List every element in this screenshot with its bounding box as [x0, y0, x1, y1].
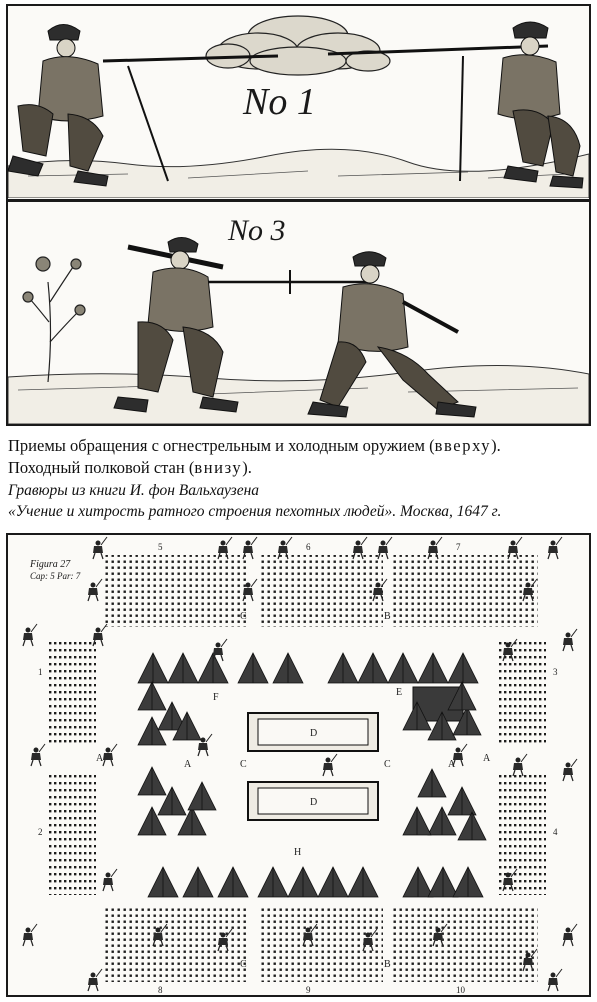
caption-line-2	[8, 458, 593, 478]
soldier-figure	[563, 759, 577, 781]
troop-block-1	[48, 640, 96, 745]
soldier-figure	[103, 869, 117, 891]
tent	[138, 682, 166, 710]
smoke-cloud	[206, 16, 390, 75]
soldier-figure	[563, 629, 577, 651]
tent	[318, 867, 348, 897]
tent	[138, 767, 166, 795]
tent	[388, 653, 418, 683]
troop-block-10	[393, 907, 538, 982]
block-number-4: 4	[553, 827, 558, 837]
camp-plan-drawing	[8, 535, 589, 995]
letter-b-bottom: B	[384, 959, 391, 970]
troop-block-2	[48, 775, 96, 895]
shrub	[23, 257, 85, 382]
soldier-figure	[198, 734, 212, 756]
tent	[448, 653, 478, 683]
troop-block-4	[498, 775, 546, 895]
block-number-9: 9	[306, 985, 311, 995]
engraving-no3-label: No 3	[228, 214, 286, 247]
caption-line-1-end: ).	[491, 436, 501, 455]
tent	[168, 653, 198, 683]
tent	[428, 867, 458, 897]
letter-a-left-inner: A	[184, 759, 192, 770]
soldier-figure	[513, 754, 527, 776]
tent	[218, 867, 248, 897]
caption-line-2-end: ).	[242, 458, 252, 477]
letter-c-mid: C	[240, 759, 247, 770]
engraving-musketeers-firing	[6, 4, 591, 200]
block-number-2: 2	[38, 827, 43, 837]
tent	[288, 867, 318, 897]
block-number-3: 3	[553, 667, 558, 677]
tent	[328, 653, 358, 683]
engraving-no1-drawing	[8, 6, 589, 198]
block-number-10: 10	[456, 985, 465, 995]
troop-block-6	[258, 555, 383, 627]
tent	[198, 653, 228, 683]
tent	[183, 867, 213, 897]
tent	[453, 867, 483, 897]
tent	[418, 653, 448, 683]
tent	[188, 782, 216, 810]
letter-f: F	[213, 692, 219, 703]
tent	[238, 653, 268, 683]
letter-c-mid-right: C	[384, 759, 391, 770]
tent	[458, 812, 486, 840]
letter-c-top: C	[240, 611, 247, 622]
troop-block-5	[103, 555, 248, 627]
engraving-no1-label: No 1	[243, 81, 316, 123]
caption-source-title: «Учение и хитрость ратного строения пехотных людей». Москва, 1647 г.	[8, 503, 502, 520]
engraving-no3-drawing	[8, 202, 589, 424]
tent	[418, 769, 446, 797]
tent	[358, 653, 388, 683]
block-number-7: 7	[456, 542, 461, 552]
soldier-figure	[103, 744, 117, 766]
letter-d-lower: D	[310, 797, 318, 808]
tent	[273, 653, 303, 683]
letter-e: E	[396, 687, 403, 698]
caption-line-2-emphasis: внизу	[194, 458, 243, 477]
letter-a-right-outer: A	[483, 753, 491, 764]
tent	[258, 867, 288, 897]
block-number-6: 6	[306, 542, 311, 552]
caption-line-2-text: Походный полковой стан (	[8, 458, 195, 477]
engraving-duel	[6, 200, 591, 426]
figure-note-2: Cap: 5 Par: 7	[30, 571, 81, 581]
soldier-figure	[548, 969, 562, 991]
engraving-camp-plan	[6, 533, 591, 997]
block-number-5: 5	[158, 542, 163, 552]
tent	[138, 717, 166, 745]
caption-line-1-text: Приемы обращения с огнестрельным и холодным оружием (	[8, 436, 435, 455]
tent	[148, 867, 178, 897]
letter-b-top: B	[384, 611, 391, 622]
caption-line-1-emphasis: вверху	[434, 436, 492, 455]
letter-d-upper: D	[310, 728, 318, 739]
soldier-figure	[563, 924, 577, 946]
block-number-8: 8	[158, 985, 163, 995]
soldier-figure	[88, 579, 102, 601]
caption-source-author: Гравюры из книги И. фон Вальхаузена	[8, 482, 260, 499]
tent	[138, 653, 168, 683]
tent	[403, 807, 431, 835]
soldier-figure	[23, 624, 37, 646]
tent	[348, 867, 378, 897]
soldier-figure	[23, 924, 37, 946]
soldier-figure	[323, 754, 337, 776]
letter-h: H	[294, 847, 302, 858]
letter-a-right-inner: A	[448, 759, 456, 770]
soldier-figure	[548, 537, 562, 559]
letter-a-left-outer: A	[96, 753, 104, 764]
soldier-figure	[31, 744, 45, 766]
block-number-1: 1	[38, 667, 43, 677]
tent	[403, 867, 433, 897]
figure-note-1: Figura 27	[30, 559, 71, 570]
letter-c-bottom: C	[240, 959, 247, 970]
soldier-figure	[88, 969, 102, 991]
caption-line-1	[8, 436, 593, 456]
tent	[448, 787, 476, 815]
troop-block-7	[393, 555, 538, 627]
